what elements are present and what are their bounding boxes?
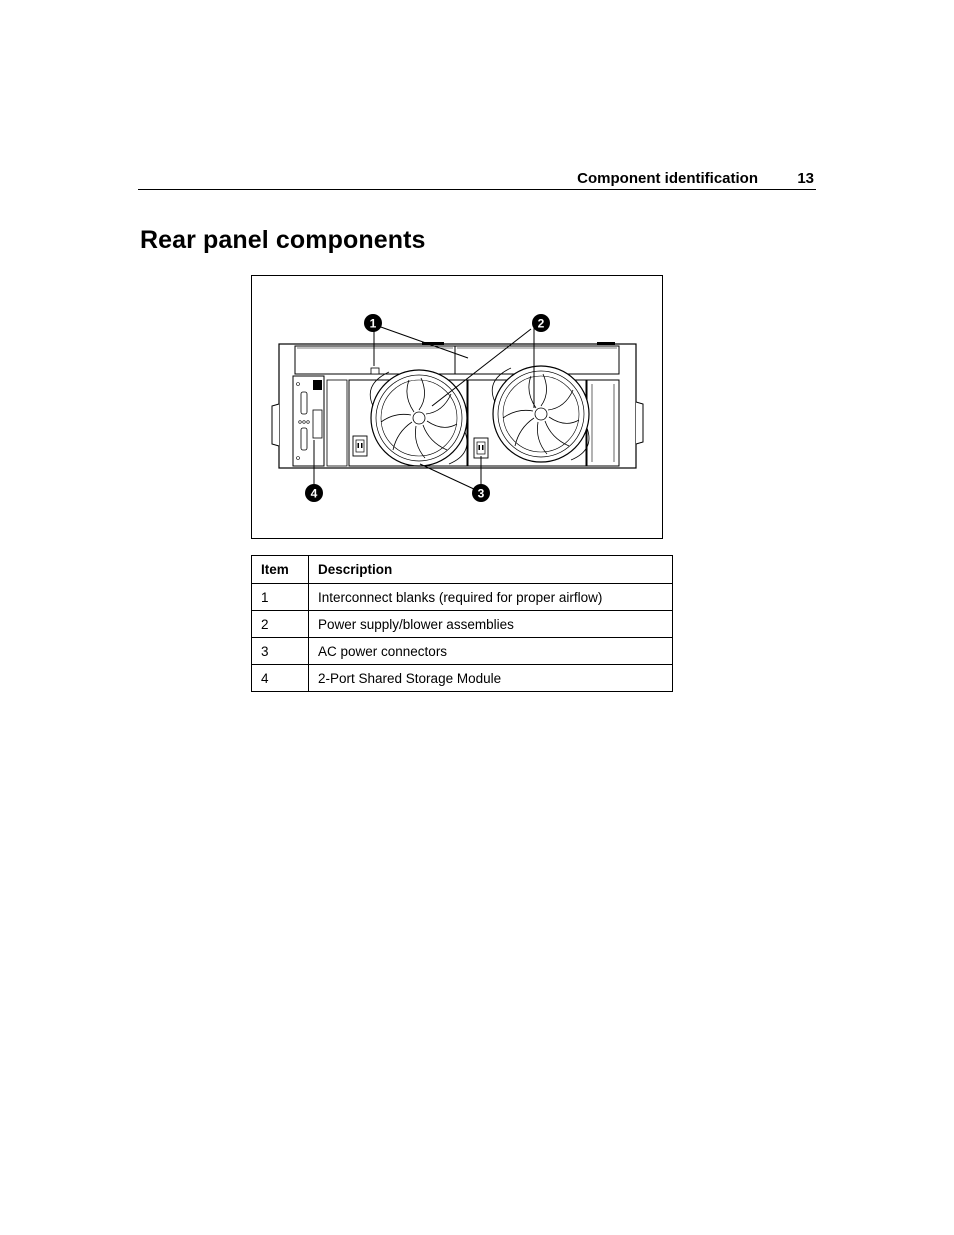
cell-item: 4 xyxy=(252,665,309,692)
callout-1-label: 1 xyxy=(369,316,377,331)
callout-1-marker xyxy=(364,314,382,332)
table-row xyxy=(252,665,673,692)
header-section-title: Component identification xyxy=(577,170,758,187)
table-row xyxy=(252,584,673,611)
table-header-row xyxy=(252,556,673,584)
callout-2-label: 2 xyxy=(537,316,545,331)
header-page-number: 13 xyxy=(797,170,814,187)
callout-3-label: 3 xyxy=(477,486,485,501)
column-header-description: Description xyxy=(309,556,673,584)
component-table xyxy=(251,555,673,692)
running-header xyxy=(138,168,816,190)
page-title: Rear panel components xyxy=(140,226,426,254)
cell-item: 2 xyxy=(252,611,309,638)
cell-description: Power supply/blower assemblies xyxy=(309,611,673,638)
callout-4-label: 4 xyxy=(310,486,318,501)
callout-4-marker xyxy=(305,484,323,502)
column-header-item: Item xyxy=(252,556,309,584)
cell-description: Interconnect blanks (required for proper airflow) xyxy=(309,584,673,611)
cell-item: 1 xyxy=(252,584,309,611)
callout-3-marker xyxy=(472,484,490,502)
rear-panel-illustration xyxy=(252,276,662,538)
callout-2-marker xyxy=(532,314,550,332)
cell-item: 3 xyxy=(252,638,309,665)
rear-panel-figure xyxy=(251,275,663,539)
table-row xyxy=(252,611,673,638)
cell-description: AC power connectors xyxy=(309,638,673,665)
cell-description: 2-Port Shared Storage Module xyxy=(309,665,673,692)
table-row xyxy=(252,638,673,665)
